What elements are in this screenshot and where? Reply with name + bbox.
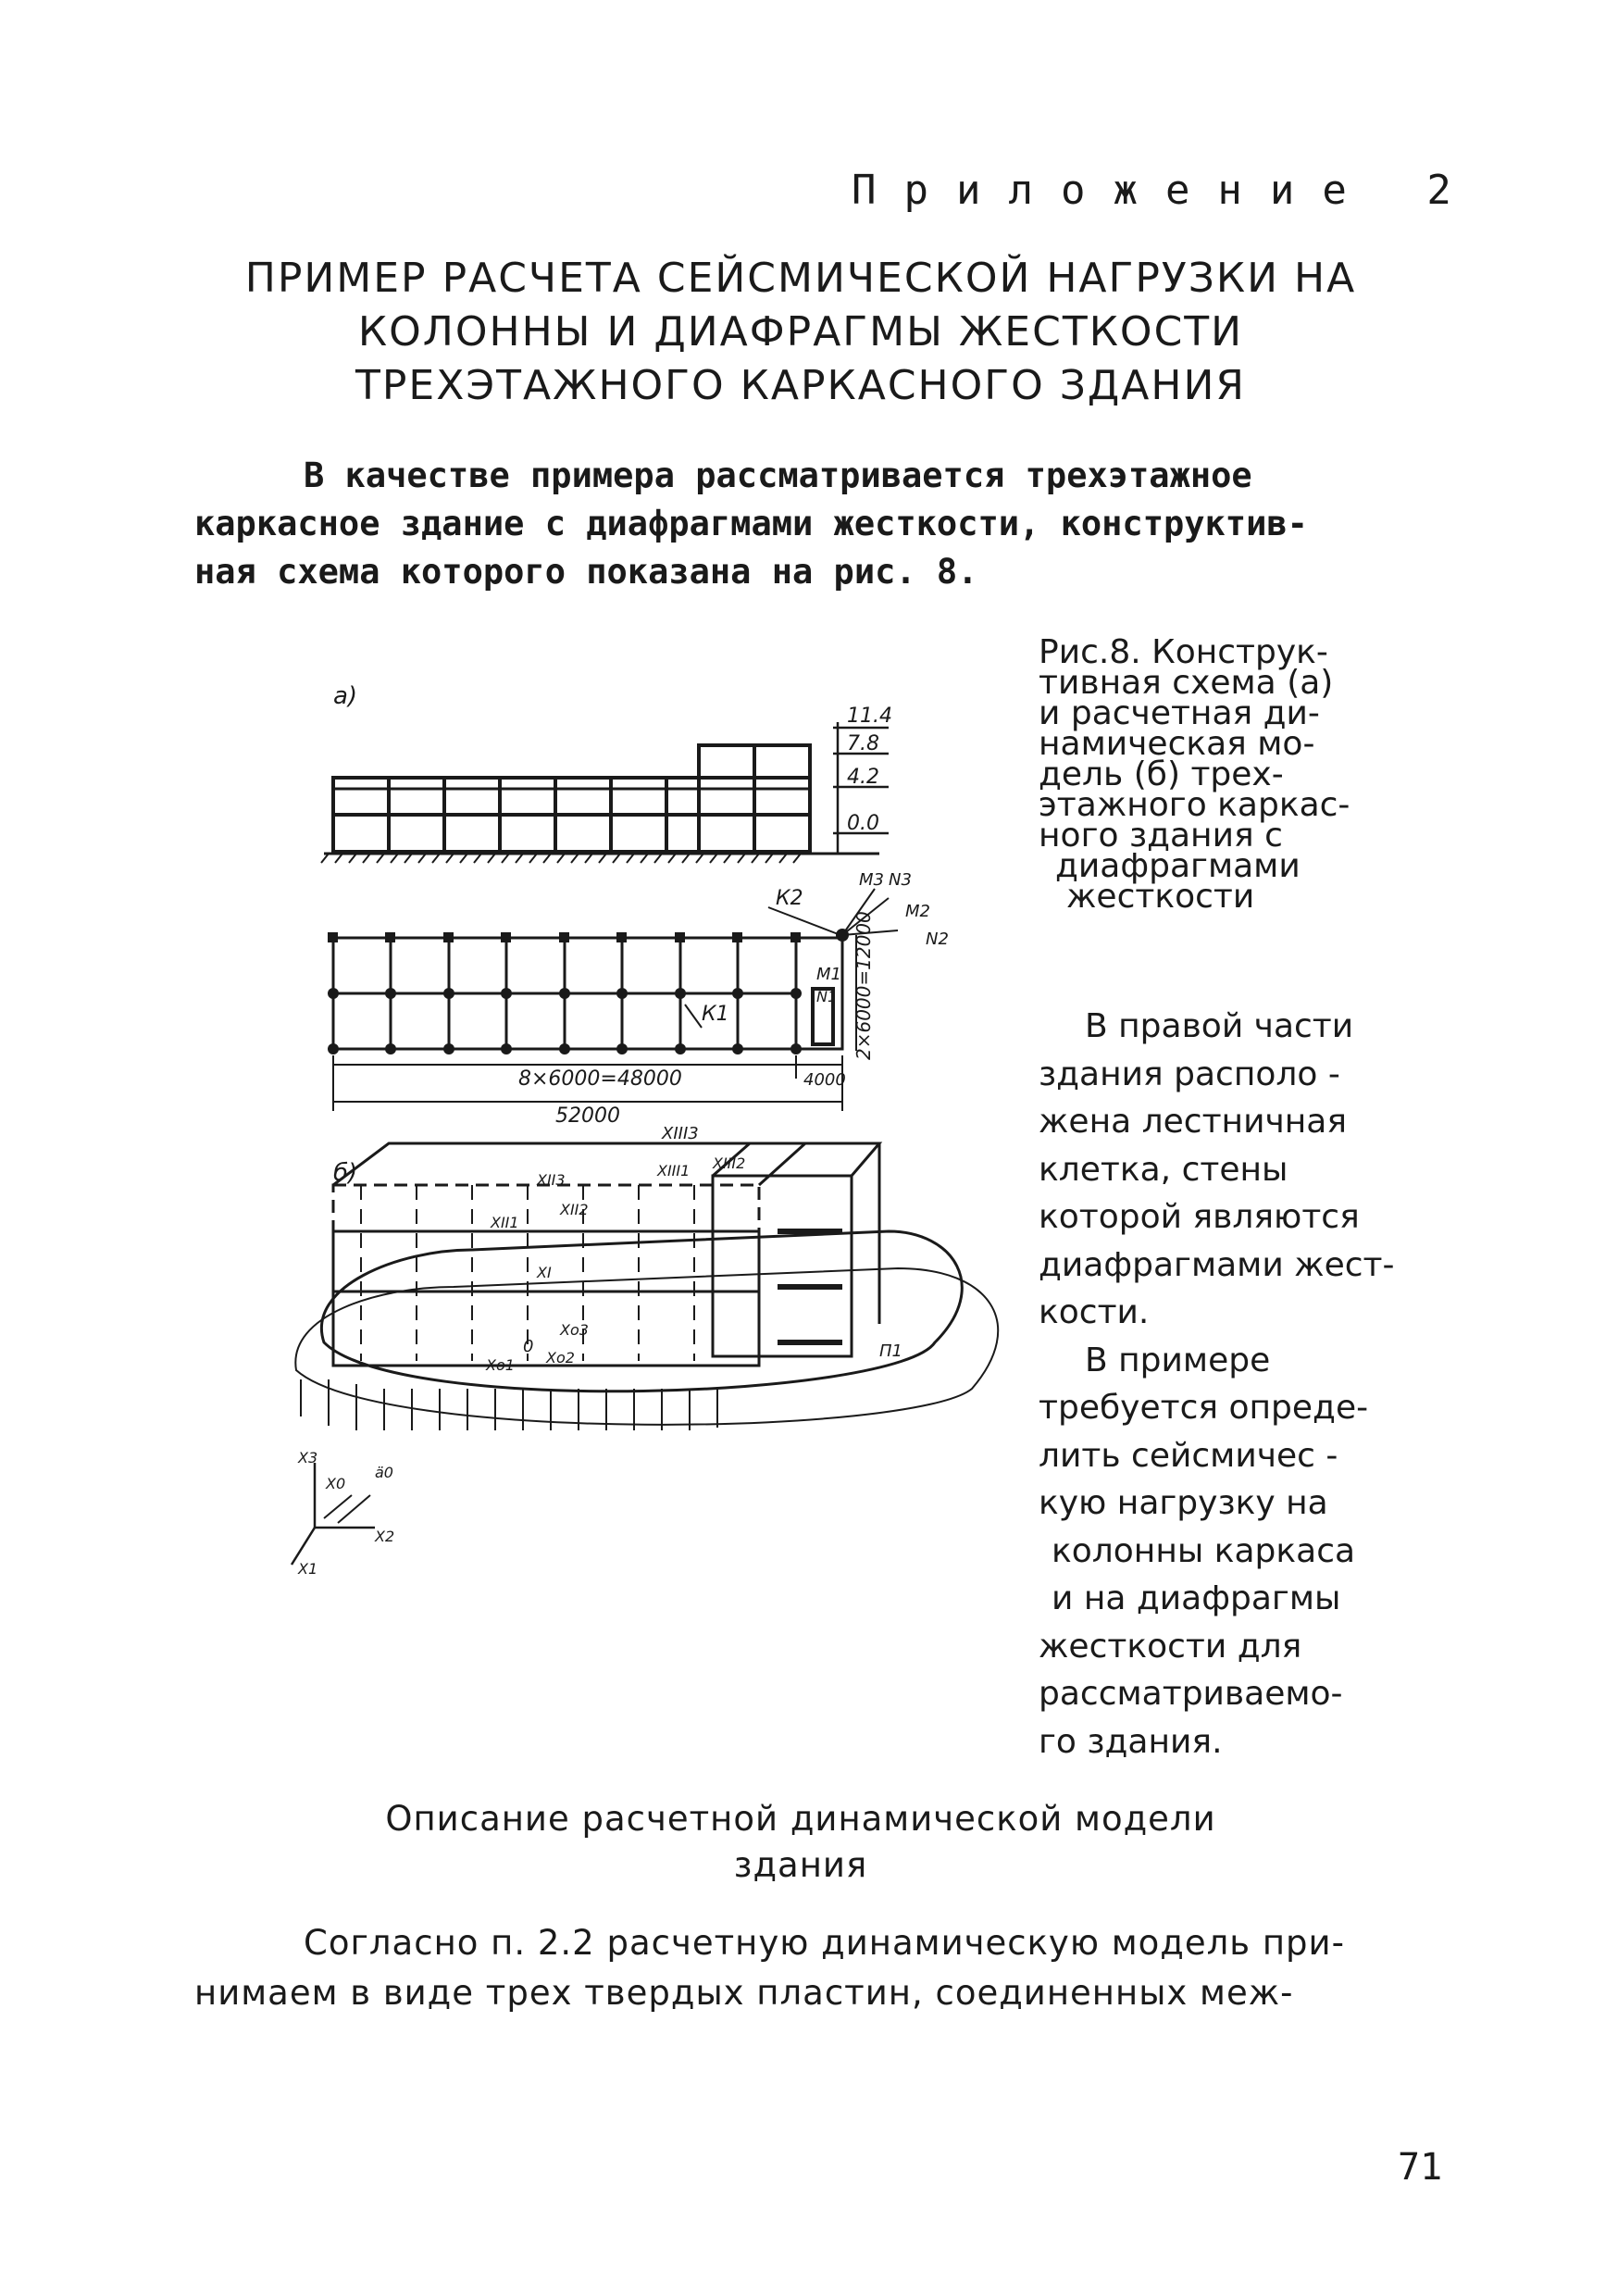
intro-paragraph bbox=[194, 452, 1435, 596]
label-zero: 0 bbox=[523, 1337, 534, 1356]
caption-line: дель (б) трех- bbox=[1039, 755, 1284, 793]
plan-nodes bbox=[328, 929, 849, 1054]
label-xo1: Xo1 bbox=[486, 1356, 515, 1374]
label-a: а) bbox=[333, 682, 358, 710]
elev-4-2: 4.2 bbox=[847, 766, 879, 789]
side-line: кую нагрузку на bbox=[1039, 1484, 1328, 1522]
caption-line: тивная схема (а) bbox=[1039, 664, 1334, 702]
side-line: рассматриваемо- bbox=[1039, 1675, 1343, 1713]
label-xiii2: XIII2 bbox=[713, 1154, 746, 1172]
dim-depth: 2×6000=12000 bbox=[853, 911, 875, 1060]
subhead-line: здания bbox=[733, 1845, 868, 1885]
node-m1: M1 bbox=[816, 965, 841, 984]
side-line: В примере bbox=[1085, 1341, 1271, 1379]
label-b: б) bbox=[333, 1159, 358, 1187]
figure-caption bbox=[1039, 633, 1350, 916]
appendix-label: Приложение 2 bbox=[852, 167, 1479, 214]
figure-8 bbox=[287, 639, 1027, 1620]
label-xiii3: XIII3 bbox=[662, 1124, 699, 1143]
side-line: го здания. bbox=[1039, 1722, 1223, 1761]
caption-line: намическая мо- bbox=[1039, 725, 1315, 763]
dim-stair: 4000 bbox=[803, 1070, 846, 1090]
intro-line: каркасное здание с диафрагмами жесткости, конструктив- bbox=[194, 504, 1308, 543]
label-xo3: Xo3 bbox=[560, 1321, 589, 1339]
label-k2: К2 bbox=[776, 887, 803, 910]
axis-a0: ä0 bbox=[375, 1464, 393, 1481]
side-line: диафрагмами жест- bbox=[1039, 1245, 1395, 1284]
side-line: требуется опреде- bbox=[1039, 1389, 1369, 1427]
body-paragraph bbox=[194, 1918, 1345, 2018]
elev-7-8: 7.8 bbox=[847, 732, 879, 755]
node-n3: N3 bbox=[889, 870, 912, 890]
dynamic-model bbox=[295, 1143, 998, 1430]
side-line: клетка, стены bbox=[1039, 1150, 1288, 1189]
label-k1: К1 bbox=[702, 1003, 729, 1026]
elev-0-0: 0.0 bbox=[847, 812, 879, 835]
side-line: кости. bbox=[1039, 1293, 1150, 1331]
side-paragraph bbox=[1039, 1003, 1395, 1766]
label-xii1: XII1 bbox=[491, 1214, 519, 1231]
title-line: ТРЕХЭТАЖНОГО КАРКАСНОГО ЗДАНИЯ bbox=[355, 362, 1246, 409]
side-line: колонны каркаса bbox=[1052, 1531, 1356, 1570]
side-line: и на диафрагмы bbox=[1052, 1579, 1341, 1617]
node-m2: M2 bbox=[905, 902, 930, 921]
caption-line: диафрагмами bbox=[1055, 847, 1301, 885]
side-line: жесткости для bbox=[1039, 1627, 1302, 1666]
node-m3: M3 bbox=[859, 870, 884, 890]
caption-line: и расчетная ди- bbox=[1039, 694, 1320, 732]
body-line: Согласно п. 2.2 расчетную динамическую модель при- bbox=[304, 1923, 1345, 1963]
page-title bbox=[185, 252, 1416, 413]
node-n2: N2 bbox=[926, 930, 949, 949]
intro-line: В качестве примера рассматривается трехэтажное bbox=[304, 455, 1252, 495]
title-line: КОЛОННЫ И ДИАФРАГМЫ ЖЕСТКОСТИ bbox=[357, 308, 1244, 356]
caption-line: Рис.8. Конструк- bbox=[1039, 633, 1328, 671]
dim-span: 8×6000=48000 bbox=[518, 1067, 682, 1091]
caption-line: жесткости bbox=[1066, 878, 1255, 916]
caption-line: этажного каркас- bbox=[1039, 786, 1350, 824]
subhead-line: Описание расчетной динамической модели bbox=[385, 1799, 1216, 1839]
title-line: ПРИМЕР РАСЧЕТА СЕЙСМИЧЕСКОЙ НАГРУЗКИ НА bbox=[244, 255, 1357, 302]
axis-x2: X2 bbox=[375, 1528, 395, 1545]
caption-line: ного здания с bbox=[1039, 817, 1283, 855]
elevation-frame bbox=[333, 745, 810, 852]
side-line: здания располо - bbox=[1039, 1054, 1340, 1093]
axis-x3: X3 bbox=[298, 1449, 318, 1466]
label-p1: П1 bbox=[879, 1341, 902, 1361]
axis-x0: X0 bbox=[326, 1475, 346, 1492]
body-line: нимаем в виде трех твердых пластин, соединенных меж- bbox=[194, 1973, 1294, 2013]
axis-x1: X1 bbox=[298, 1560, 318, 1578]
side-line: В правой части bbox=[1085, 1007, 1354, 1045]
section-heading bbox=[185, 1796, 1416, 1889]
side-line: которой являются bbox=[1039, 1198, 1360, 1236]
side-line: лить сейсмичес - bbox=[1039, 1436, 1338, 1475]
label-xii3: XII3 bbox=[537, 1171, 566, 1189]
plan-grid bbox=[333, 938, 842, 1049]
label-xii2: XII2 bbox=[560, 1201, 589, 1218]
page-number: 71 bbox=[1398, 2146, 1443, 2189]
label-xi: XI bbox=[537, 1264, 552, 1281]
intro-line: ная схема которого показана на рис. 8. bbox=[194, 552, 978, 592]
label-xiii1: XIII1 bbox=[657, 1162, 691, 1179]
elev-11-4: 11.4 bbox=[847, 705, 892, 728]
side-line: жена лестничная bbox=[1039, 1103, 1347, 1141]
node-n1: N1 bbox=[816, 988, 838, 1005]
label-xo2: Xo2 bbox=[546, 1349, 575, 1366]
dim-total: 52000 bbox=[555, 1104, 620, 1128]
